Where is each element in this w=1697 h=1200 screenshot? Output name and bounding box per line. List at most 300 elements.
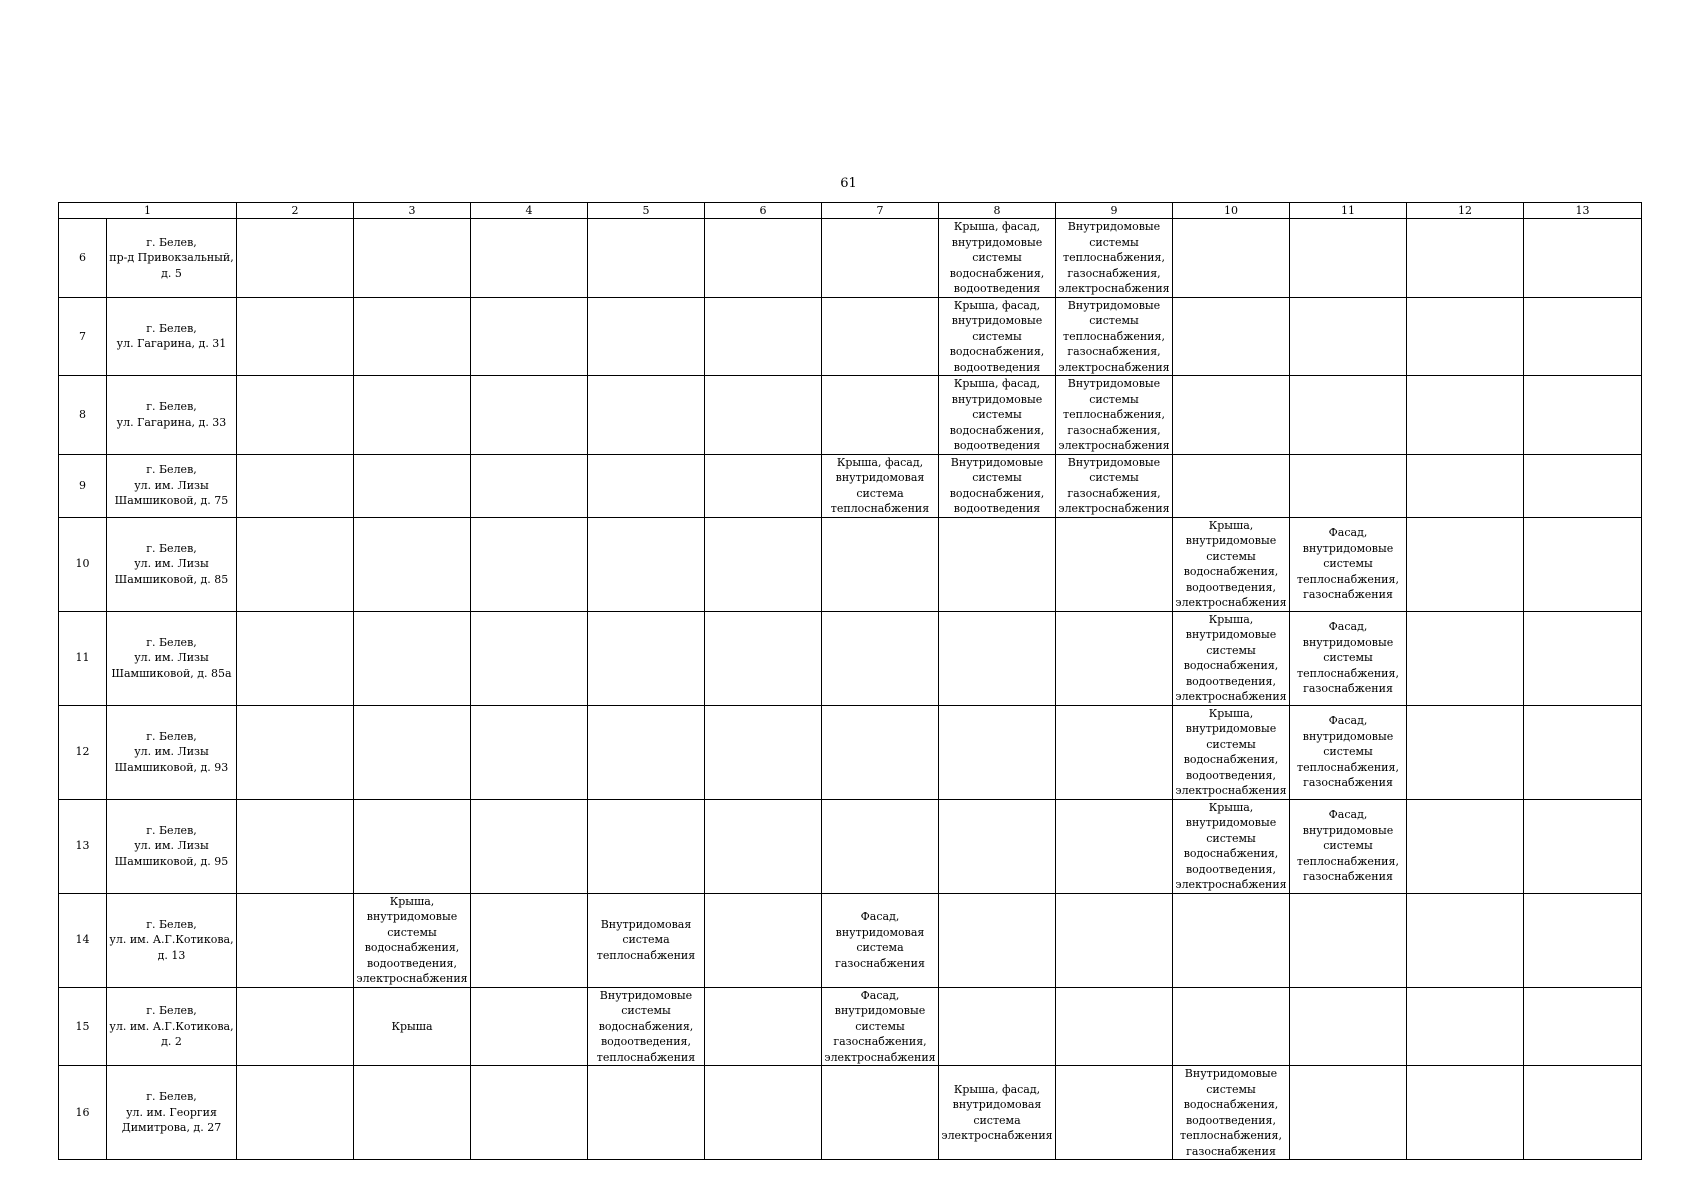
work-cell-col-5 bbox=[588, 297, 705, 376]
cell-text-line: электроснабжения bbox=[1058, 360, 1170, 374]
work-cell-col-10 bbox=[1173, 1066, 1290, 1160]
cell-text-line: системы bbox=[1089, 314, 1139, 327]
work-cell-col-6 bbox=[705, 705, 822, 799]
cell-text-line: системы bbox=[1089, 471, 1139, 484]
work-cell-col-11 bbox=[1290, 297, 1407, 376]
work-cell-col-10 bbox=[1173, 987, 1290, 1066]
row-number: 9 bbox=[59, 454, 107, 517]
address-cell bbox=[107, 376, 237, 455]
address-cell bbox=[107, 987, 237, 1066]
cell-text-line: водоснабжения, bbox=[364, 941, 460, 954]
work-cell-col-3 bbox=[354, 799, 471, 893]
work-cell-col-5 bbox=[588, 987, 705, 1066]
cell-text-line: г. Белев, bbox=[146, 321, 197, 335]
cell-text-line: г. Белев, bbox=[146, 463, 197, 477]
work-cell-col-11 bbox=[1290, 705, 1407, 799]
work-cell-col-12 bbox=[1407, 297, 1524, 376]
work-cell-col-8 bbox=[939, 893, 1056, 987]
work-cell-col-3 bbox=[354, 1066, 471, 1160]
work-cell-col-2 bbox=[237, 454, 354, 517]
cell-text-line: теплоснабжения, bbox=[1180, 1129, 1282, 1142]
cell-text-line: электроснабжения bbox=[824, 1050, 936, 1064]
cell-text-line: теплоснабжения bbox=[830, 502, 930, 515]
work-cell-col-4 bbox=[471, 1066, 588, 1160]
work-cell-col-11 bbox=[1290, 1066, 1407, 1160]
work-cell-col-9 bbox=[1056, 893, 1173, 987]
cell-text-line: Крыша, фасад, bbox=[953, 377, 1041, 390]
cell-text-line: системы bbox=[387, 925, 437, 939]
cell-text-line: системы bbox=[1206, 1082, 1256, 1096]
row-number: 16 bbox=[59, 1066, 107, 1160]
work-cell-col-13 bbox=[1524, 219, 1642, 298]
cell-text-line: водоотведения, bbox=[1185, 768, 1276, 782]
cell-text-line: теплоснабжения, bbox=[1063, 329, 1165, 343]
work-cell-col-8 bbox=[939, 611, 1056, 705]
cell-text-line: водоснабжения, bbox=[1183, 659, 1279, 672]
work-cell-col-9 bbox=[1056, 376, 1173, 455]
address-cell bbox=[107, 219, 237, 298]
work-cell-col-12 bbox=[1407, 799, 1524, 893]
cell-text-line: Фасад, bbox=[1328, 526, 1368, 540]
column-header-12: 12 bbox=[1407, 203, 1524, 219]
cell-text-line: внутридомовые bbox=[1302, 823, 1394, 837]
cell-text-line: ул. им. Георгия bbox=[126, 1105, 217, 1119]
cell-text-line: Крыша, фасад, bbox=[953, 1082, 1041, 1096]
work-cell-col-5 bbox=[588, 219, 705, 298]
work-cell-col-8 bbox=[939, 705, 1056, 799]
work-cell-col-13 bbox=[1524, 1066, 1642, 1160]
work-cell-col-12 bbox=[1407, 1066, 1524, 1160]
work-cell-col-6 bbox=[705, 611, 822, 705]
work-cell-col-9 bbox=[1056, 987, 1173, 1066]
cell-text-line: д. 2 bbox=[161, 1035, 182, 1048]
work-cell-col-10 bbox=[1173, 219, 1290, 298]
cell-text-line: Фасад, bbox=[860, 988, 900, 1002]
work-cell-col-8 bbox=[939, 454, 1056, 517]
row-number: 11 bbox=[59, 611, 107, 705]
work-cell-col-11 bbox=[1290, 611, 1407, 705]
table-row bbox=[59, 376, 1642, 455]
work-cell-col-6 bbox=[705, 799, 822, 893]
cell-text-line: внутридомовая bbox=[835, 471, 925, 484]
work-cell-col-9 bbox=[1056, 517, 1173, 611]
table-body bbox=[59, 219, 1642, 1160]
work-cell-col-4 bbox=[471, 799, 588, 893]
table-row bbox=[59, 1066, 1642, 1160]
cell-text-line: Фасад, bbox=[1328, 620, 1368, 634]
work-cell-col-4 bbox=[471, 893, 588, 987]
cell-text-line: ул. им. Лизы bbox=[134, 745, 209, 759]
address-cell bbox=[107, 611, 237, 705]
cell-text-line: системы bbox=[1089, 235, 1139, 249]
work-cell-col-9 bbox=[1056, 297, 1173, 376]
cell-text-line: внутридомовые bbox=[1302, 635, 1394, 649]
cell-text-line: Крыша, bbox=[1208, 612, 1254, 626]
cell-text-line: ул. им. Лизы bbox=[134, 651, 209, 665]
cell-text-line: Крыша, bbox=[1208, 518, 1254, 532]
work-cell-col-5 bbox=[588, 893, 705, 987]
cell-text-line: г. Белев, bbox=[146, 917, 197, 931]
work-cell-col-8 bbox=[939, 297, 1056, 376]
cell-text-line: д. 13 bbox=[157, 948, 186, 962]
cell-text-line: системы bbox=[972, 408, 1022, 421]
cell-text-line: газоснабжения bbox=[1303, 588, 1393, 602]
table-row bbox=[59, 799, 1642, 893]
work-cell-col-13 bbox=[1524, 987, 1642, 1066]
work-cell-col-12 bbox=[1407, 219, 1524, 298]
work-cell-col-13 bbox=[1524, 893, 1642, 987]
cell-text-line: ул. им. Лизы bbox=[134, 478, 209, 492]
cell-text-line: г. Белев, bbox=[146, 729, 197, 743]
cell-text-line: теплоснабжения, bbox=[1297, 760, 1399, 774]
cell-text-line: Внутридомовая bbox=[600, 917, 692, 931]
cell-text-line: системы bbox=[972, 329, 1022, 343]
row-number: 8 bbox=[59, 376, 107, 455]
cell-text-line: водоотведения bbox=[953, 282, 1041, 295]
work-cell-col-5 bbox=[588, 1066, 705, 1160]
row-number: 10 bbox=[59, 517, 107, 611]
cell-text-line: системы bbox=[1206, 831, 1256, 845]
work-cell-col-4 bbox=[471, 705, 588, 799]
work-cell-col-3 bbox=[354, 454, 471, 517]
work-cell-col-12 bbox=[1407, 454, 1524, 517]
work-cell-col-6 bbox=[705, 987, 822, 1066]
work-cell-col-5 bbox=[588, 454, 705, 517]
cell-text-line: Димитрова, д. 27 bbox=[121, 1121, 222, 1135]
cell-text-line: системы bbox=[1323, 839, 1373, 853]
cell-text-line: д. 5 bbox=[161, 266, 182, 280]
work-cell-col-2 bbox=[237, 376, 354, 455]
work-cell-col-7 bbox=[822, 705, 939, 799]
cell-text-line: Фасад, bbox=[1328, 808, 1368, 822]
cell-text-line: система bbox=[973, 1113, 1021, 1127]
work-cell-col-6 bbox=[705, 297, 822, 376]
cell-text-line: Внутридомовые bbox=[599, 988, 693, 1002]
work-cell-col-9 bbox=[1056, 799, 1173, 893]
cell-text-line: электроснабжения bbox=[1175, 878, 1287, 891]
cell-text-line: газоснабжения bbox=[835, 956, 925, 970]
table-row bbox=[59, 705, 1642, 799]
cell-text-line: водоотведения, bbox=[1185, 674, 1276, 688]
work-cell-col-3 bbox=[354, 987, 471, 1066]
work-cell-col-13 bbox=[1524, 611, 1642, 705]
work-cell-col-3 bbox=[354, 517, 471, 611]
cell-text-line: газоснабжения bbox=[1303, 682, 1393, 696]
cell-text-line: водоотведения bbox=[953, 439, 1041, 452]
work-cell-col-6 bbox=[705, 1066, 822, 1160]
work-cell-col-3 bbox=[354, 705, 471, 799]
work-cell-col-13 bbox=[1524, 297, 1642, 376]
work-cell-col-5 bbox=[588, 376, 705, 455]
cell-text-line: газоснабжения, bbox=[1067, 486, 1161, 500]
work-cell-col-8 bbox=[939, 517, 1056, 611]
cell-text-line: пр-д Привокзальный, bbox=[109, 251, 234, 264]
table-row bbox=[59, 611, 1642, 705]
cell-text-line: Крыша, bbox=[1208, 800, 1254, 814]
work-cell-col-7 bbox=[822, 297, 939, 376]
cell-text-line: г. Белев, bbox=[146, 235, 197, 249]
cell-text-line: внутридомовая bbox=[835, 925, 925, 939]
cell-text-line: электроснабжения bbox=[1175, 596, 1287, 609]
cell-text-line: Крыша, фасад, bbox=[953, 298, 1041, 312]
cell-text-line: г. Белев, bbox=[146, 400, 197, 414]
work-cell-col-13 bbox=[1524, 517, 1642, 611]
cell-text-line: электроснабжения bbox=[941, 1129, 1053, 1142]
cell-text-line: ул. им. А.Г.Котикова, bbox=[109, 933, 234, 947]
work-cell-col-2 bbox=[237, 893, 354, 987]
cell-text-line: системы bbox=[1323, 651, 1373, 665]
work-cell-col-3 bbox=[354, 297, 471, 376]
work-cell-col-11 bbox=[1290, 987, 1407, 1066]
work-cell-col-11 bbox=[1290, 517, 1407, 611]
work-cell-col-6 bbox=[705, 893, 822, 987]
work-cell-col-13 bbox=[1524, 705, 1642, 799]
work-cell-col-12 bbox=[1407, 517, 1524, 611]
cell-text-line: теплоснабжения, bbox=[1063, 251, 1165, 264]
cell-text-line: теплоснабжения, bbox=[1297, 572, 1399, 586]
work-cell-col-7 bbox=[822, 517, 939, 611]
work-cell-col-9 bbox=[1056, 611, 1173, 705]
work-cell-col-11 bbox=[1290, 376, 1407, 455]
cell-text-line: Шамшиковой, д. 85 bbox=[114, 572, 229, 586]
work-cell-col-10 bbox=[1173, 376, 1290, 455]
work-cell-col-10 bbox=[1173, 454, 1290, 517]
work-cell-col-2 bbox=[237, 517, 354, 611]
work-cell-col-10 bbox=[1173, 705, 1290, 799]
cell-text-line: системы bbox=[1089, 392, 1139, 406]
work-cell-col-12 bbox=[1407, 376, 1524, 455]
cell-text-line: водоснабжения, bbox=[1183, 847, 1279, 860]
cell-text-line: ул. Гагарина, д. 31 bbox=[116, 337, 227, 351]
row-number: 12 bbox=[59, 705, 107, 799]
work-cell-col-3 bbox=[354, 376, 471, 455]
cell-text-line: водоотведения, bbox=[366, 956, 457, 970]
cell-text-line: внутридомовые bbox=[1185, 816, 1277, 829]
work-cell-col-3 bbox=[354, 611, 471, 705]
cell-text-line: газоснабжения bbox=[1303, 870, 1393, 884]
cell-text-line: водоснабжения, bbox=[1183, 753, 1279, 766]
cell-text-line: ул. им. Лизы bbox=[134, 557, 209, 571]
work-cell-col-6 bbox=[705, 517, 822, 611]
work-cell-col-7 bbox=[822, 219, 939, 298]
work-cell-col-8 bbox=[939, 1066, 1056, 1160]
work-cell-col-8 bbox=[939, 799, 1056, 893]
cell-text-line: Фасад, bbox=[860, 910, 900, 923]
row-number: 13 bbox=[59, 799, 107, 893]
work-cell-col-12 bbox=[1407, 987, 1524, 1066]
work-cell-col-2 bbox=[237, 705, 354, 799]
work-cell-col-3 bbox=[354, 893, 471, 987]
cell-text-line: Крыша, bbox=[1208, 706, 1254, 720]
column-header-9: 9 bbox=[1056, 203, 1173, 219]
cell-text-line: внутридомовые bbox=[951, 235, 1043, 249]
row-number: 14 bbox=[59, 893, 107, 987]
work-cell-col-5 bbox=[588, 611, 705, 705]
cell-text-line: газоснабжения, bbox=[1067, 266, 1161, 280]
address-cell bbox=[107, 799, 237, 893]
work-cell-col-10 bbox=[1173, 799, 1290, 893]
cell-text-line: внутридомовые bbox=[834, 1004, 926, 1017]
work-cell-col-4 bbox=[471, 297, 588, 376]
cell-text-line: системы bbox=[972, 251, 1022, 264]
cell-text-line: электроснабжения bbox=[1058, 282, 1170, 295]
cell-text-line: системы bbox=[1206, 549, 1256, 563]
work-cell-col-13 bbox=[1524, 454, 1642, 517]
cell-text-line: Шамшиковой, д. 75 bbox=[114, 494, 229, 508]
address-cell bbox=[107, 454, 237, 517]
work-cell-col-8 bbox=[939, 219, 1056, 298]
cell-text-line: газоснабжения bbox=[1186, 1144, 1276, 1158]
table-row bbox=[59, 893, 1642, 987]
cell-text-line: Внутридомовые bbox=[1067, 377, 1161, 390]
work-cell-col-4 bbox=[471, 454, 588, 517]
column-header-3: 3 bbox=[354, 203, 471, 219]
cell-text-line: внутридомовые bbox=[1185, 722, 1277, 735]
cell-text-line: Фасад, bbox=[1328, 714, 1368, 728]
cell-text-line: водоснабжения, bbox=[949, 423, 1045, 437]
cell-text-line: Крыша, bbox=[389, 894, 435, 908]
work-cell-col-4 bbox=[471, 376, 588, 455]
work-cell-col-5 bbox=[588, 799, 705, 893]
cell-text-line: водоотведения, bbox=[1185, 1113, 1276, 1127]
repair-schedule-table bbox=[58, 202, 1642, 1160]
cell-text-line: ул. им. Лизы bbox=[134, 839, 209, 853]
cell-text-line: Крыша bbox=[391, 1019, 433, 1033]
cell-text-line: Шамшиковой, д. 95 bbox=[114, 854, 229, 868]
cell-text-line: система bbox=[856, 486, 904, 500]
column-header-13: 13 bbox=[1524, 203, 1642, 219]
column-header-7: 7 bbox=[822, 203, 939, 219]
table-row bbox=[59, 987, 1642, 1066]
work-cell-col-2 bbox=[237, 799, 354, 893]
work-cell-col-2 bbox=[237, 611, 354, 705]
cell-text-line: теплоснабжения, bbox=[1297, 854, 1399, 868]
cell-text-line: системы bbox=[1206, 643, 1256, 657]
column-header-5: 5 bbox=[588, 203, 705, 219]
cell-text-line: система bbox=[622, 933, 670, 947]
cell-text-line: г. Белев, bbox=[146, 541, 197, 555]
cell-text-line: г. Белев, bbox=[146, 1004, 197, 1017]
cell-text-line: электроснабжения bbox=[1175, 784, 1287, 797]
work-cell-col-13 bbox=[1524, 376, 1642, 455]
cell-text-line: внутридомовые bbox=[366, 910, 458, 923]
work-cell-col-4 bbox=[471, 219, 588, 298]
cell-text-line: газоснабжения, bbox=[1067, 345, 1161, 358]
cell-text-line: внутридомовые bbox=[1185, 534, 1277, 547]
cell-text-line: теплоснабжения, bbox=[1063, 408, 1165, 421]
cell-text-line: водоснабжения, bbox=[1183, 1098, 1279, 1111]
work-cell-col-12 bbox=[1407, 705, 1524, 799]
cell-text-line: ул. им. А.Г.Котикова, bbox=[109, 1019, 234, 1033]
cell-text-line: Внутридомовые bbox=[1067, 455, 1161, 469]
work-cell-col-7 bbox=[822, 799, 939, 893]
cell-text-line: системы bbox=[1323, 745, 1373, 759]
cell-text-line: Внутридомовые bbox=[1184, 1067, 1278, 1080]
work-cell-col-7 bbox=[822, 376, 939, 455]
cell-text-line: теплоснабжения bbox=[596, 1050, 696, 1064]
cell-text-line: системы bbox=[972, 471, 1022, 484]
cell-text-line: внутридомовые bbox=[1302, 729, 1394, 743]
cell-text-line: водоснабжения, bbox=[598, 1019, 694, 1033]
work-cell-col-6 bbox=[705, 454, 822, 517]
cell-text-line: электроснабжения bbox=[356, 972, 468, 985]
work-cell-col-10 bbox=[1173, 517, 1290, 611]
cell-text-line: Внутридомовые bbox=[1067, 298, 1161, 312]
cell-text-line: Шамшиковой, д. 85а bbox=[111, 666, 232, 680]
cell-text-line: газоснабжения bbox=[1303, 776, 1393, 790]
cell-text-line: системы bbox=[1323, 557, 1373, 571]
work-cell-col-7 bbox=[822, 454, 939, 517]
cell-text-line: водоснабжения, bbox=[949, 345, 1045, 358]
address-cell bbox=[107, 893, 237, 987]
work-cell-col-11 bbox=[1290, 893, 1407, 987]
cell-text-line: водоснабжения, bbox=[949, 486, 1045, 500]
cell-text-line: электроснабжения bbox=[1175, 690, 1287, 703]
cell-text-line: электроснабжения bbox=[1058, 502, 1170, 515]
column-header-11: 11 bbox=[1290, 203, 1407, 219]
work-cell-col-4 bbox=[471, 517, 588, 611]
column-number-row bbox=[59, 203, 1642, 219]
cell-text-line: газоснабжения, bbox=[833, 1035, 927, 1048]
table-row bbox=[59, 517, 1642, 611]
row-number: 7 bbox=[59, 297, 107, 376]
work-cell-col-5 bbox=[588, 705, 705, 799]
work-cell-col-2 bbox=[237, 1066, 354, 1160]
work-cell-col-7 bbox=[822, 611, 939, 705]
column-header-1: 1 bbox=[59, 203, 237, 219]
cell-text-line: Крыша, фасад, bbox=[953, 220, 1041, 233]
work-cell-col-2 bbox=[237, 987, 354, 1066]
cell-text-line: водоотведения bbox=[953, 360, 1041, 374]
cell-text-line: внутридомовые bbox=[1185, 628, 1277, 641]
cell-text-line: Внутридомовые bbox=[1067, 220, 1161, 233]
work-cell-col-11 bbox=[1290, 799, 1407, 893]
page-number: 61 bbox=[840, 176, 857, 191]
work-cell-col-13 bbox=[1524, 799, 1642, 893]
work-cell-col-10 bbox=[1173, 893, 1290, 987]
work-cell-col-2 bbox=[237, 297, 354, 376]
cell-text-line: внутридомовые bbox=[1302, 541, 1394, 555]
work-cell-col-8 bbox=[939, 987, 1056, 1066]
work-cell-col-2 bbox=[237, 219, 354, 298]
work-cell-col-9 bbox=[1056, 705, 1173, 799]
cell-text-line: внутридомовые bbox=[951, 392, 1043, 406]
column-header-6: 6 bbox=[705, 203, 822, 219]
column-header-10: 10 bbox=[1173, 203, 1290, 219]
cell-text-line: Шамшиковой, д. 93 bbox=[114, 760, 229, 774]
cell-text-line: Крыша, фасад, bbox=[836, 455, 924, 469]
work-cell-col-10 bbox=[1173, 297, 1290, 376]
work-cell-col-4 bbox=[471, 611, 588, 705]
cell-text-line: водоотведения bbox=[953, 502, 1041, 515]
cell-text-line: водоотведения, bbox=[1185, 580, 1276, 594]
row-number: 15 bbox=[59, 987, 107, 1066]
address-cell bbox=[107, 705, 237, 799]
work-cell-col-10 bbox=[1173, 611, 1290, 705]
work-cell-col-9 bbox=[1056, 219, 1173, 298]
table-row bbox=[59, 454, 1642, 517]
cell-text-line: системы bbox=[855, 1019, 905, 1033]
work-cell-col-12 bbox=[1407, 611, 1524, 705]
column-header-4: 4 bbox=[471, 203, 588, 219]
table-row bbox=[59, 219, 1642, 298]
column-header-2: 2 bbox=[237, 203, 354, 219]
column-header-8: 8 bbox=[939, 203, 1056, 219]
work-cell-col-12 bbox=[1407, 893, 1524, 987]
table-row bbox=[59, 297, 1642, 376]
work-cell-col-9 bbox=[1056, 454, 1173, 517]
cell-text-line: водоснабжения, bbox=[1183, 565, 1279, 578]
